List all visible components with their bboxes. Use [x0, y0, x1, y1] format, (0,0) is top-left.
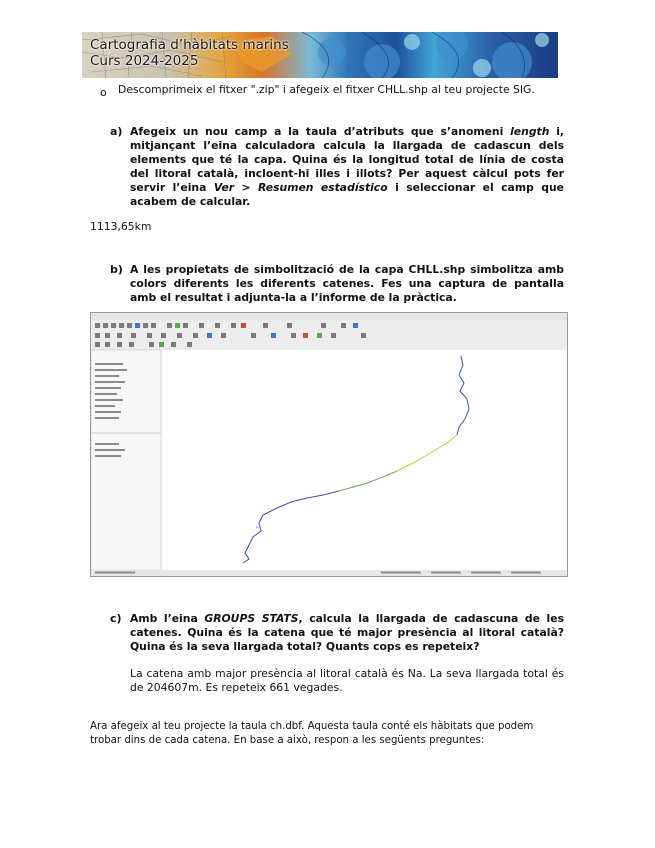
closing-paragraph: Ara afegeix al teu projecte la taula ch.dbf. Aquesta taula conté els hàbitats que podem trobar dins de cada catena. En base a això, respon a les següents preguntes: — [90, 721, 534, 746]
term-length: length — [510, 125, 550, 138]
term-groups-stats: GROUPS STATS — [204, 612, 299, 625]
banner-title — [90, 37, 289, 69]
question-c-text: Amb l’eina GROUPS STATS, calcula la llargada de cadascuna de les catenes. Quina és la catena que té major presència al litoral català? Quina és la seva llargada total? Quants cops es repeteix? — [130, 612, 564, 653]
question-a-label: a) — [110, 125, 123, 138]
question-a-text: Afegeix un nou camp a la taula d’atributs que s’anomeni length i, mitjançant l’eina calculadora calcula la llargada de cadascun dels elements que té la capa. Quina és la longitud total de línia de costa del litoral català, incloent-hi illes i illots? Per aquest càlcul pots fer servir l’eina Ver > Resumen estadístico i seleccionar el camp que acabem de calcular. — [130, 125, 564, 208]
course-year: Curs 2024-2025 — [90, 53, 199, 69]
qgis-window-image — [91, 313, 567, 576]
intro-text: Descomprimeix el fitxer ".zip" i afegeix el fitxer CHLL.shp al teu projecte SIG. — [118, 83, 535, 96]
term-resumen: Ver > Resumen estadístico — [213, 181, 388, 194]
bullet-marker: o — [100, 86, 107, 99]
answer-a: 1113,65km — [90, 220, 152, 233]
question-b-text: A les propietats de simbolització de la capa CHLL.shp simbolitza amb colors diferents les diferents catenes. Fes una captura de pantalla amb el resultat i adjunta-la a l’informe de la pràctica. — [130, 263, 564, 304]
course-title: Cartografia d’hàbitats marins — [90, 37, 289, 53]
question-c-label: c) — [110, 612, 122, 625]
question-b-label: b) — [110, 263, 123, 276]
answer-c: La catena amb major presència al litoral català és Na. La seva llargada total és de 204607m. Es repeteix 661 vegades. — [130, 667, 564, 694]
qgis-screenshot — [90, 312, 568, 577]
header-banner — [82, 32, 558, 78]
